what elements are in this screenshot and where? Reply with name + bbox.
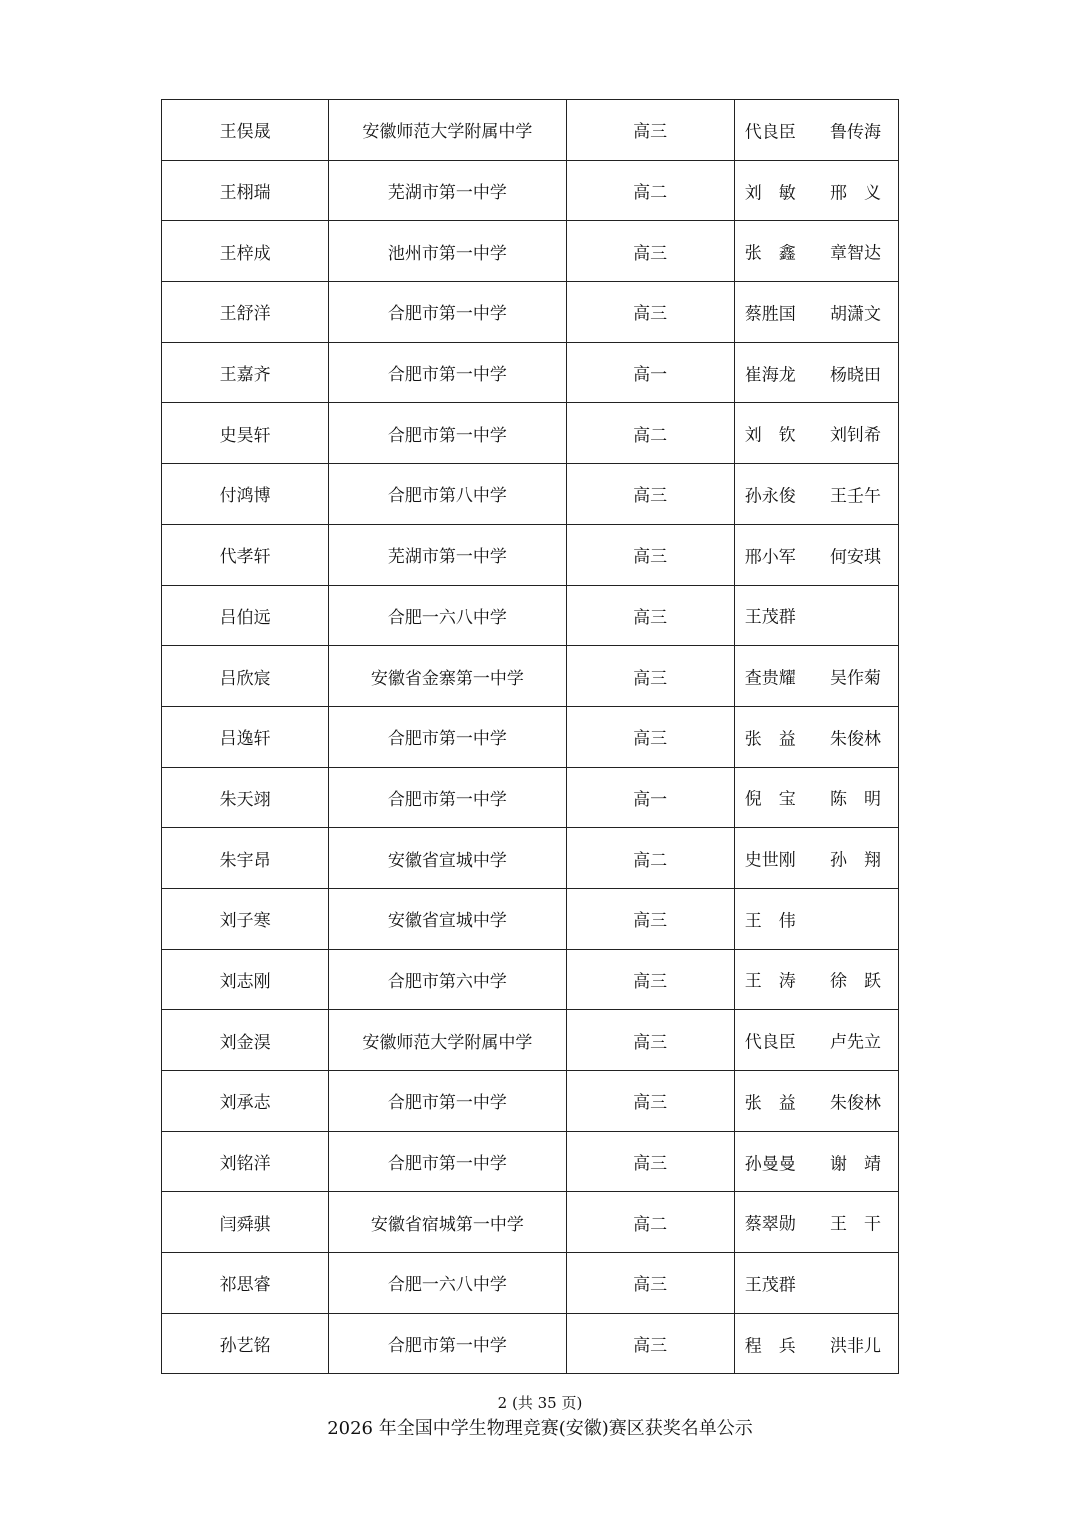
coach-cell — [734, 221, 898, 282]
coach-name-secondary: 何安琪 — [830, 547, 881, 568]
coach-name-primary: 代良臣 — [744, 1032, 796, 1053]
coach-cell — [734, 403, 898, 464]
coach-name-primary: 孙永俊 — [744, 486, 796, 507]
grade-cell: 高一 — [566, 342, 734, 403]
student-name-cell: 代孝轩 — [162, 524, 329, 585]
coach-name-secondary: 朱俊林 — [830, 1093, 881, 1114]
table-row — [162, 342, 899, 403]
coach-name-secondary: 陈 明 — [830, 789, 881, 810]
coach-name-secondary: 王壬午 — [830, 486, 881, 507]
student-name-cell: 刘承志 — [162, 1071, 329, 1132]
coach-cell — [734, 100, 898, 161]
coach-name-secondary: 刘钊希 — [830, 425, 881, 446]
coach-name-primary: 邢小军 — [744, 547, 796, 568]
grade-cell: 高二 — [566, 1192, 734, 1253]
student-name-cell: 付鸿博 — [162, 464, 329, 525]
table-row — [162, 949, 899, 1010]
coach-cell — [734, 1131, 898, 1192]
table-row — [162, 1313, 899, 1374]
grade-cell: 高三 — [566, 1313, 734, 1374]
grade-cell: 高三 — [566, 464, 734, 525]
student-name-cell: 王梓成 — [162, 221, 329, 282]
school-cell: 合肥市第六中学 — [329, 949, 566, 1010]
school-cell: 合肥一六八中学 — [329, 585, 566, 646]
coach-name-primary: 蔡翠勋 — [744, 1214, 796, 1235]
coach-cell — [734, 888, 898, 949]
table-row — [162, 1131, 899, 1192]
school-cell: 合肥市第一中学 — [329, 706, 566, 767]
coach-name-primary: 王茂群 — [744, 1275, 796, 1296]
coach-name-secondary: 邢 义 — [830, 183, 881, 204]
awardee-table — [161, 99, 899, 1374]
student-name-cell: 刘铭洋 — [162, 1131, 329, 1192]
school-cell: 合肥市第一中学 — [329, 403, 566, 464]
table-row — [162, 706, 899, 767]
student-name-cell: 王栩瑞 — [162, 160, 329, 221]
coach-name-primary: 程 兵 — [744, 1336, 796, 1357]
grade-cell: 高三 — [566, 282, 734, 343]
table-body — [162, 100, 899, 1374]
coach-cell — [734, 767, 898, 828]
student-name-cell: 王俣晟 — [162, 100, 329, 161]
school-cell: 安徽省宿城第一中学 — [329, 1192, 566, 1253]
coach-cell — [734, 949, 898, 1010]
coach-name-secondary: 鲁传海 — [830, 122, 881, 143]
school-cell: 芜湖市第一中学 — [329, 160, 566, 221]
coach-cell — [734, 282, 898, 343]
table-row — [162, 767, 899, 828]
coach-cell — [734, 1010, 898, 1071]
student-name-cell: 闫舜骐 — [162, 1192, 329, 1253]
coach-cell — [734, 1253, 898, 1314]
page-number: 2 (共 35 页) — [497, 1394, 583, 1412]
school-cell: 芜湖市第一中学 — [329, 524, 566, 585]
school-cell: 安徽省宣城中学 — [329, 888, 566, 949]
coach-name-primary: 王 涛 — [744, 971, 796, 992]
grade-cell: 高三 — [566, 706, 734, 767]
coach-cell — [734, 828, 898, 889]
coach-name-primary: 史世刚 — [744, 850, 796, 871]
school-cell: 合肥市第一中学 — [329, 1313, 566, 1374]
coach-cell — [734, 1313, 898, 1374]
coach-name-secondary: 朱俊林 — [830, 729, 881, 750]
grade-cell: 高一 — [566, 767, 734, 828]
document-title: 2026 年全国中学生物理竞赛(安徽)赛区获奖名单公示 — [327, 1418, 753, 1439]
coach-name-primary: 倪 宝 — [744, 789, 796, 810]
coach-cell — [734, 464, 898, 525]
coach-name-primary: 张 益 — [744, 729, 796, 750]
school-cell: 池州市第一中学 — [329, 221, 566, 282]
table-row — [162, 403, 899, 464]
coach-name-primary: 王 伟 — [744, 911, 796, 932]
student-name-cell: 孙艺铭 — [162, 1313, 329, 1374]
table-row — [162, 524, 899, 585]
school-cell: 合肥市第一中学 — [329, 1071, 566, 1132]
coach-name-primary: 崔海龙 — [744, 365, 796, 386]
grade-cell: 高三 — [566, 888, 734, 949]
school-cell: 合肥市第一中学 — [329, 282, 566, 343]
school-cell: 合肥一六八中学 — [329, 1253, 566, 1314]
coach-name-secondary: 孙 翔 — [830, 850, 881, 871]
coach-name-secondary: 杨晓田 — [830, 365, 881, 386]
grade-cell: 高三 — [566, 1010, 734, 1071]
coach-cell — [734, 706, 898, 767]
table-row — [162, 282, 899, 343]
school-cell: 合肥市第一中学 — [329, 1131, 566, 1192]
grade-cell: 高三 — [566, 524, 734, 585]
table-row — [162, 828, 899, 889]
coach-name-secondary: 胡潇文 — [830, 304, 881, 325]
student-name-cell: 吕欣宸 — [162, 646, 329, 707]
grade-cell: 高三 — [566, 646, 734, 707]
coach-cell — [734, 1071, 898, 1132]
grade-cell: 高三 — [566, 100, 734, 161]
coach-name-secondary: 洪非儿 — [830, 1336, 881, 1357]
coach-name-secondary: 王 干 — [830, 1214, 881, 1235]
table-row — [162, 585, 899, 646]
grade-cell: 高三 — [566, 585, 734, 646]
student-name-cell: 朱天翊 — [162, 767, 329, 828]
grade-cell: 高三 — [566, 1071, 734, 1132]
student-name-cell: 刘金淏 — [162, 1010, 329, 1071]
coach-name-primary: 刘 敏 — [744, 183, 796, 204]
table-row — [162, 646, 899, 707]
grade-cell: 高二 — [566, 160, 734, 221]
student-name-cell: 王嘉齐 — [162, 342, 329, 403]
school-cell: 合肥市第一中学 — [329, 342, 566, 403]
coach-cell — [734, 524, 898, 585]
grade-cell: 高二 — [566, 828, 734, 889]
student-name-cell: 祁思睿 — [162, 1253, 329, 1314]
student-name-cell: 吕逸轩 — [162, 706, 329, 767]
coach-cell — [734, 646, 898, 707]
table-row — [162, 1253, 899, 1314]
school-cell: 安徽师范大学附属中学 — [329, 100, 566, 161]
table-row — [162, 221, 899, 282]
table-row — [162, 100, 899, 161]
table-row — [162, 1192, 899, 1253]
coach-name-primary: 张 鑫 — [744, 243, 796, 264]
coach-name-secondary: 吴作菊 — [830, 668, 881, 689]
coach-name-primary: 查贵耀 — [744, 668, 796, 689]
coach-cell — [734, 585, 898, 646]
grade-cell: 高三 — [566, 949, 734, 1010]
coach-cell — [734, 342, 898, 403]
grade-cell: 高三 — [566, 221, 734, 282]
coach-name-primary: 刘 钦 — [744, 425, 796, 446]
school-cell: 安徽师范大学附属中学 — [329, 1010, 566, 1071]
coach-name-secondary: 谢 靖 — [830, 1154, 881, 1175]
coach-name-primary: 蔡胜国 — [744, 304, 796, 325]
coach-name-secondary: 徐 跃 — [830, 971, 881, 992]
coach-cell — [734, 1192, 898, 1253]
table-row — [162, 888, 899, 949]
student-name-cell: 刘子寒 — [162, 888, 329, 949]
table-row — [162, 464, 899, 525]
coach-name-primary: 孙曼曼 — [744, 1154, 796, 1175]
grade-cell: 高三 — [566, 1253, 734, 1314]
coach-name-primary: 张 益 — [744, 1093, 796, 1114]
student-name-cell: 刘志刚 — [162, 949, 329, 1010]
table-row — [162, 1071, 899, 1132]
coach-name-secondary: 章智达 — [830, 243, 881, 264]
school-cell: 安徽省宣城中学 — [329, 828, 566, 889]
student-name-cell: 吕伯远 — [162, 585, 329, 646]
table-row — [162, 160, 899, 221]
school-cell: 合肥市第八中学 — [329, 464, 566, 525]
school-cell: 合肥市第一中学 — [329, 767, 566, 828]
coach-name-secondary: 卢先立 — [830, 1032, 881, 1053]
coach-cell — [734, 160, 898, 221]
coach-name-primary: 王茂群 — [744, 607, 796, 628]
student-name-cell: 史昊轩 — [162, 403, 329, 464]
table-row — [162, 1010, 899, 1071]
coach-name-primary: 代良臣 — [744, 122, 796, 143]
student-name-cell: 王舒洋 — [162, 282, 329, 343]
school-cell: 安徽省金寨第一中学 — [329, 646, 566, 707]
student-name-cell: 朱宇昂 — [162, 828, 329, 889]
grade-cell: 高三 — [566, 1131, 734, 1192]
grade-cell: 高二 — [566, 403, 734, 464]
